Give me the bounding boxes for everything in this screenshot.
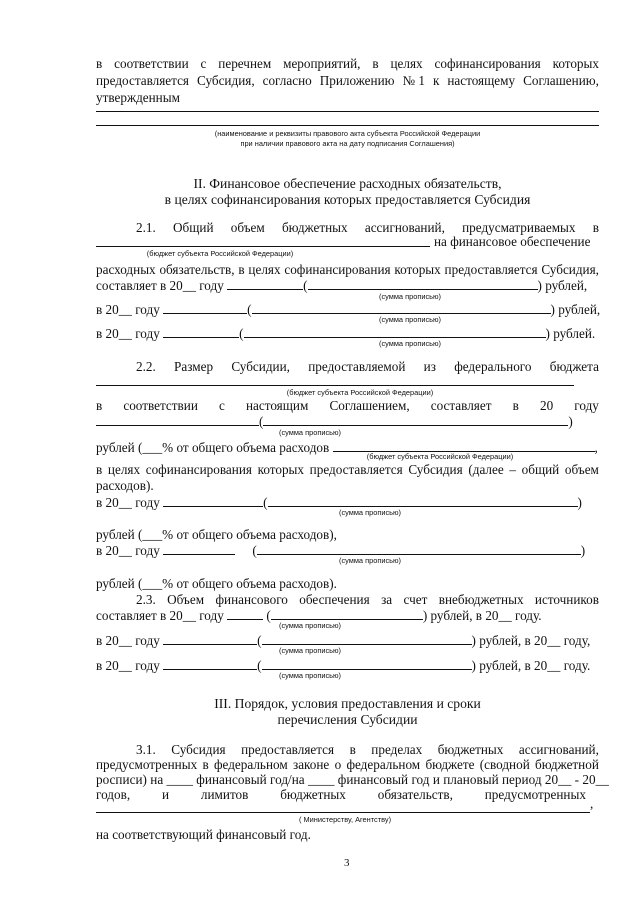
sum-words-field[interactable] <box>244 325 546 338</box>
amount-field[interactable] <box>163 494 263 507</box>
word: целях <box>107 462 141 477</box>
amount-field[interactable] <box>96 413 259 426</box>
word: предоставляется <box>444 262 538 277</box>
intro-caption-1: (наименование и реквизиты правового акта субъекта Российской Федерации <box>214 129 481 138</box>
word: Приложению <box>319 73 395 88</box>
word: которых <box>394 262 441 277</box>
sum-words-field[interactable] <box>262 657 472 670</box>
p22-caption-budget-2: (бюджет субъекта Российской Федерации) <box>366 452 514 461</box>
word: источников <box>534 592 599 607</box>
word: предусмотренных <box>96 757 198 772</box>
word: софинансирования <box>145 462 252 477</box>
word: общий <box>521 462 560 477</box>
p31-line-4 <box>96 787 586 803</box>
p22-line-4: ( ) <box>96 413 573 430</box>
p21-line-4: составляет в 20__ году ( ) рублей, <box>96 278 588 293</box>
word: Соглашению, <box>523 73 599 88</box>
p31-line-3: росписи) на ____ финансовый год/на ____ финансовый год и плановый период 20__ - 20__ <box>96 772 609 787</box>
word: мероприятий, <box>283 56 361 71</box>
page-number: 3 <box>344 857 350 869</box>
word: в <box>96 462 103 477</box>
word: предоставляется <box>96 73 189 88</box>
p23-caption-sum-3: (сумма прописью) <box>279 671 341 680</box>
word: Соглашением, <box>329 398 410 413</box>
p22-line-9: рублей (___% от общего объема расходов), <box>96 527 337 542</box>
word: законе <box>292 757 330 772</box>
p22-line-5: рублей (___% от общего объема расходов , <box>96 440 598 455</box>
p31-line-2 <box>96 757 599 773</box>
word: за <box>381 592 393 607</box>
amount-field[interactable] <box>163 632 257 645</box>
word: годов, <box>96 787 131 802</box>
word: с <box>200 56 207 71</box>
word: о <box>334 757 342 772</box>
p22-line-6 <box>96 462 599 478</box>
word: Общий <box>173 220 214 235</box>
word: бюджетных <box>280 787 346 802</box>
word: счет <box>403 592 428 607</box>
blank-line <box>96 246 430 247</box>
p31-line-1 <box>136 742 599 758</box>
p31-line-4-end: , <box>590 796 594 811</box>
line-label: в 20__ году <box>96 302 160 317</box>
word: № 1 <box>402 73 425 88</box>
word: настоящим <box>245 398 309 413</box>
word: лимитов <box>200 787 249 802</box>
word: бюджетных <box>437 742 504 757</box>
word: предоставляемой <box>308 359 406 374</box>
word: ассигнований, <box>364 220 445 235</box>
word: в <box>202 757 209 772</box>
word: предусмотренных <box>484 787 586 802</box>
word: 2.2. <box>136 359 156 374</box>
word: объем <box>564 462 599 477</box>
word: с <box>219 398 225 413</box>
p21-line-6: в 20__ году ( ) рублей. <box>96 326 596 341</box>
word: Субсидия, <box>541 262 599 277</box>
word: в <box>96 398 103 413</box>
word: согласно <box>262 73 312 88</box>
blank-line <box>96 812 590 813</box>
word: бюджетной <box>535 757 599 772</box>
word: предоставляется <box>241 742 335 757</box>
word: году <box>574 398 599 413</box>
word: составляет <box>430 398 492 413</box>
word: Размер <box>174 359 214 374</box>
p22-line-11: рублей (___% от общего объема расходов). <box>96 576 337 591</box>
intro-line-2 <box>96 73 599 89</box>
word: федеральном <box>346 757 421 772</box>
word: Субсидия, <box>196 73 255 88</box>
word: расходных <box>96 262 156 277</box>
word: в <box>349 742 356 757</box>
intro-line-3: утвержденным <box>96 90 180 105</box>
amount-field[interactable] <box>227 277 303 290</box>
word: обязательств, <box>159 262 235 277</box>
word: к <box>432 73 440 88</box>
p22-line-10: в 20__ году ( ) <box>96 543 586 558</box>
budget-field[interactable] <box>333 439 595 452</box>
word: обязательств, <box>377 787 453 802</box>
word: и <box>161 787 170 802</box>
line-label: составляет в 20__ году <box>96 278 224 293</box>
p31-caption-ministry: ( Министерству, Агентству) <box>298 815 392 824</box>
p21-line-3 <box>96 262 599 278</box>
p21-line-2-right: на финансовое обеспечение <box>434 234 591 249</box>
word: 3.1. <box>136 742 156 757</box>
word: целях <box>248 262 281 277</box>
p21-caption-sum-2: (сумма прописью) <box>379 315 441 324</box>
word: в <box>512 398 519 413</box>
section-2-title-line-2: в целях софинансирования которых предоставляется Субсидия <box>164 192 531 207</box>
p23-line-4: в 20__ году ( ) рублей, в 20__ году. <box>96 658 591 673</box>
p22-caption-sum: (сумма прописью) <box>279 428 341 437</box>
word: (далее <box>468 462 504 477</box>
p22-line-1 <box>136 359 599 375</box>
p22-line-3 <box>96 398 599 414</box>
line-label: в 20__ году <box>96 326 160 341</box>
word: – <box>509 462 516 477</box>
word: Субсидия <box>171 742 226 757</box>
word: в <box>372 56 379 71</box>
word: софинансирования <box>284 262 391 277</box>
p23-line-1 <box>136 592 599 608</box>
word: 2.1. <box>136 220 156 235</box>
sum-words-field[interactable] <box>263 413 568 426</box>
blank-line <box>96 125 599 126</box>
amount-field[interactable] <box>163 325 239 338</box>
word: федерального <box>454 359 532 374</box>
word: которых <box>257 462 304 477</box>
sum-words-field[interactable] <box>262 632 472 645</box>
word: предоставляется <box>309 462 403 477</box>
sum-words-field[interactable] <box>257 542 581 555</box>
word: предусматриваемых <box>462 220 576 235</box>
word: в <box>592 220 599 235</box>
intro-line-1 <box>96 56 599 72</box>
word: софинансирования <box>434 56 541 71</box>
word: целях <box>390 56 423 71</box>
blank-line <box>96 111 599 112</box>
sum-words-field[interactable] <box>308 277 538 290</box>
section-3-title-line-2: перечисления Субсидии <box>277 712 418 727</box>
word: Объем <box>167 592 205 607</box>
p22-caption-budget: (бюджет субъекта Российской Федерации) <box>286 388 434 397</box>
word: перечнем <box>218 56 272 71</box>
section-3-title-line-1: III. Порядок, условия предоставления и сроки <box>214 696 481 711</box>
p23-line-3: в 20__ году ( ) рублей, в 20__ году, <box>96 633 591 648</box>
word: Субсидия <box>408 462 463 477</box>
word: пределах <box>371 742 423 757</box>
word: настоящему <box>447 73 516 88</box>
p21-caption-sum-3: (сумма прописью) <box>379 339 441 348</box>
p22-line-7: расходов). <box>96 478 154 493</box>
word: 20 <box>539 398 554 413</box>
p21-caption-budget: (бюджет субъекта Российской Федерации) <box>146 249 294 258</box>
word: (сводной <box>479 757 530 772</box>
word: соответствии <box>114 56 189 71</box>
p22-caption-sum-3: (сумма прописью) <box>339 556 401 565</box>
word: бюджете <box>425 757 475 772</box>
sum-words-field[interactable] <box>271 607 423 620</box>
word: федеральном <box>214 757 288 772</box>
word: обеспечения <box>299 592 370 607</box>
section-2-title-line-1: II. Финансовое обеспечение расходных обязательств, <box>193 176 502 191</box>
word: в <box>96 56 103 71</box>
word: бюджета <box>549 359 599 374</box>
word: ассигнований, <box>518 742 599 757</box>
word: внебюджетных <box>438 592 524 607</box>
amount-field[interactable] <box>163 657 257 670</box>
p31-line-5: на соответствующий финансовый год. <box>96 827 311 842</box>
p21-caption-sum: (сумма прописью) <box>379 292 441 301</box>
p23-caption-sum-2: (сумма прописью) <box>279 646 341 655</box>
word: соответствии <box>123 398 198 413</box>
sum-words-field[interactable] <box>268 494 578 507</box>
word: из <box>423 359 436 374</box>
p22-line-8: в 20__ году ( ) <box>96 495 582 510</box>
p21-line-5: в 20__ году ( ) рублей, <box>96 302 601 317</box>
p22-caption-sum-2: (сумма прописью) <box>339 508 401 517</box>
word: объем <box>230 220 265 235</box>
intro-caption-2: при наличии правового акта на дату подписания Соглашения) <box>240 139 455 148</box>
amount-field[interactable] <box>163 301 247 314</box>
word: финансового <box>215 592 288 607</box>
amount-field[interactable] <box>227 607 263 620</box>
p23-caption-sum: (сумма прописью) <box>279 621 341 630</box>
word: которых <box>552 56 599 71</box>
word: в <box>238 262 245 277</box>
sum-words-field[interactable] <box>252 301 551 314</box>
word: Субсидии, <box>231 359 290 374</box>
word: бюджетных <box>281 220 348 235</box>
blank-line <box>96 385 574 386</box>
p23-line-2: составляет в 20__ году ( ) рублей, в 20__ году. <box>96 608 542 623</box>
amount-field[interactable] <box>163 542 235 555</box>
word: 2.3. <box>136 592 156 607</box>
